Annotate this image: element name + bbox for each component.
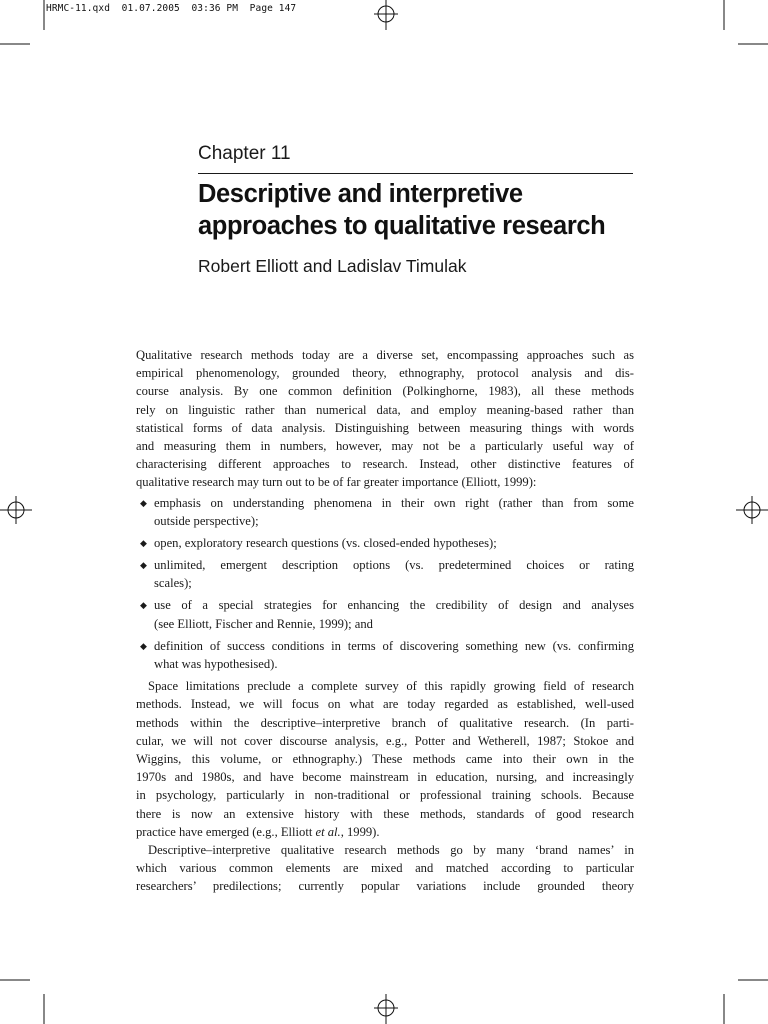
text-line: Wiggins, this volume, or ethnography.) These methods came into their own in the <box>136 751 634 766</box>
text-line: open, exploratory research questions (vs. closed-ended hypotheses); <box>154 535 497 550</box>
text-fragment: practice have emerged (e.g., Elliott <box>136 824 316 839</box>
text-line <box>136 823 634 841</box>
text-line: definition of success conditions in terms of discovering something new (vs. confirming <box>154 638 634 653</box>
list-item <box>136 534 634 552</box>
text-line: Qualitative research methods today are a diverse set, encompassing approaches such as <box>136 348 634 362</box>
text-line: researchers’ predilections; currently popular variations include grounded theory <box>136 879 634 894</box>
italic-text: et al. <box>315 824 341 839</box>
text-line: qualitative research may turn out to be of far greater importance (Elliott, 1999): <box>136 475 537 490</box>
diamond-bullet-icon: ◆ <box>140 497 147 508</box>
text-line: what was hypothesised). <box>154 657 278 671</box>
features-list <box>136 494 634 674</box>
diamond-bullet-icon: ◆ <box>140 560 147 571</box>
text-fragment: , 1999). <box>340 824 380 839</box>
text-line: (see Elliott, Fischer and Rennie, 1999); and <box>154 616 373 631</box>
diamond-bullet-icon: ◆ <box>140 600 147 611</box>
text-line: methods. Instead, we will focus on what are today regarded as established, well-used <box>136 697 634 712</box>
text-line: cular, we will not cover discourse analysis, e.g., Potter and Wetherell, 1987; Stokoe and <box>136 733 634 748</box>
text-line: Descriptive–interpretive qualitative research methods go by many ‘brand names’ in <box>148 842 634 857</box>
chapter-title-line: Descriptive and interpretive <box>198 180 523 208</box>
paragraph-brand-names <box>136 841 634 896</box>
paragraph-intro <box>136 346 634 492</box>
chapter-label: Chapter 11 <box>198 143 291 164</box>
text-line: 1970s and 1980s, and have become mainstream in education, nursing, and increasingly <box>136 770 634 785</box>
text-line: there is now an extensive history with these methods, standards of good research <box>136 806 634 821</box>
file-slug-line: HRMC-11.qxd 01.07.2005 03:36 PM Page 147 <box>46 3 297 14</box>
text-line: Space limitations preclude a complete survey of this rapidly growing field of research <box>148 679 634 694</box>
text-line: in psychology, particularly in non-traditional or professional training schools. Because <box>136 788 634 803</box>
chapter-title <box>198 178 638 242</box>
chapter-title-line: approaches to qualitative research <box>198 212 606 240</box>
list-item <box>136 596 634 632</box>
text-line: scales); <box>154 576 192 591</box>
chapter-rule <box>198 173 633 174</box>
text-line: rely on linguistic rather than numerical data, and employ meaning-based rather than <box>136 402 634 417</box>
text-line: outside perspective); <box>154 513 259 528</box>
text-line: and measuring them in numbers, however, may not be a particularly useful way of <box>136 438 634 453</box>
list-item <box>136 637 634 673</box>
text-line: unlimited, emergent description options (vs. predetermined choices or rating <box>154 558 634 573</box>
body-text <box>136 346 634 895</box>
text-line: empirical phenomenology, grounded theory, ethnography, protocol analysis and dis- <box>136 366 634 381</box>
diamond-bullet-icon: ◆ <box>140 537 147 548</box>
diamond-bullet-icon: ◆ <box>140 640 147 651</box>
list-item <box>136 556 634 592</box>
text-line: which various common elements are mixed and matched according to particular <box>136 861 634 876</box>
text-line: statistical forms of data analysis. Distinguishing between measuring things with words <box>136 420 634 435</box>
text-line: methods within the descriptive–interpretive branch of qualitative research. (In parti- <box>136 715 634 730</box>
chapter-authors: Robert Elliott and Ladislav Timulak <box>198 256 467 276</box>
paragraph-scope <box>136 677 634 841</box>
list-item <box>136 494 634 530</box>
text-line: characterising different approaches to research. Instead, other distinctive features of <box>136 457 634 472</box>
text-line: course analysis. By one common definition (Polkinghorne, 1983), all these methods <box>136 384 634 399</box>
text-line: emphasis on understanding phenomena in their own right (rather than from some <box>154 495 634 510</box>
text-line: use of a special strategies for enhancing the credibility of design and analyses <box>154 598 634 613</box>
